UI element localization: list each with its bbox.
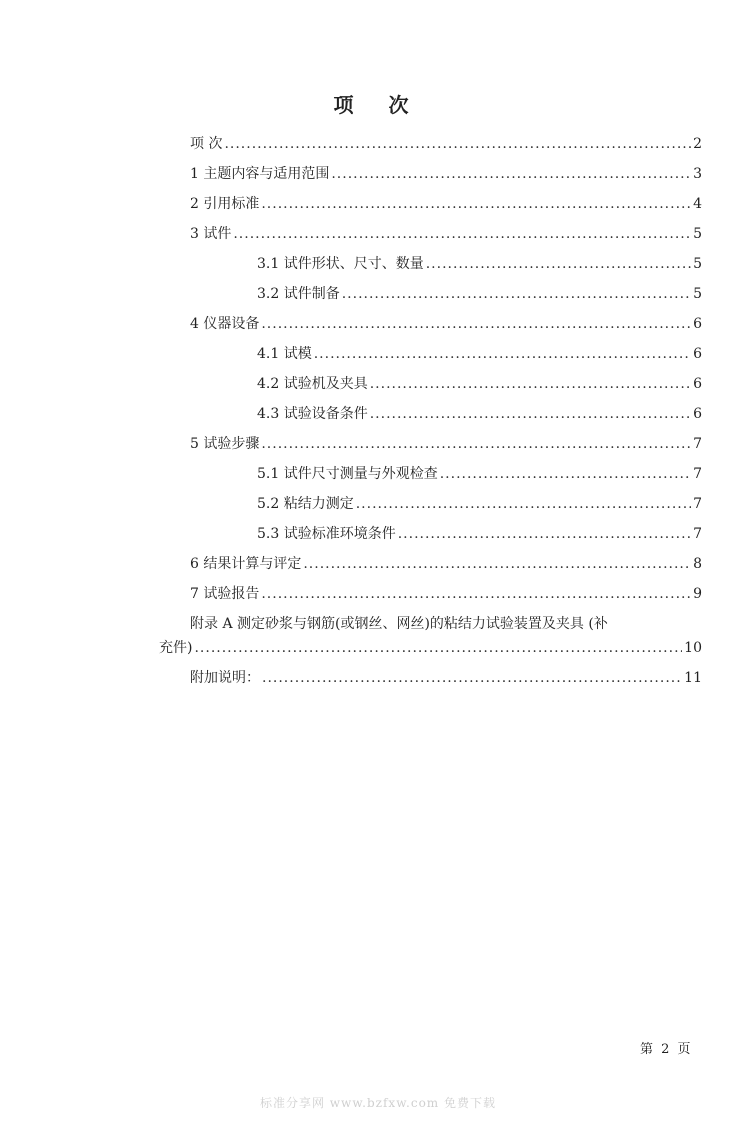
toc-page-number: 4 bbox=[693, 196, 702, 212]
toc-leader bbox=[342, 282, 691, 306]
toc-page-number: 6 bbox=[693, 406, 702, 422]
toc-page-number: 7 bbox=[693, 496, 702, 512]
toc-entry-3[interactable] bbox=[190, 222, 702, 246]
toc-entry-2[interactable] bbox=[190, 192, 702, 216]
toc-page-number: 5 bbox=[693, 286, 702, 302]
toc-page-number: 11 bbox=[684, 670, 702, 686]
toc-page-number: 2 bbox=[693, 136, 702, 152]
toc-leader bbox=[261, 582, 691, 606]
toc-entry-7[interactable] bbox=[190, 582, 702, 606]
toc-entry-label: 3 试件 bbox=[190, 226, 232, 242]
toc-page-number: 6 bbox=[693, 316, 702, 332]
toc-entry-label: 5.2 粘结力测定 bbox=[257, 496, 354, 512]
toc-entry-label: 3.2 试件制备 bbox=[257, 286, 340, 302]
toc-leader bbox=[303, 552, 691, 576]
toc-entry-3-2[interactable] bbox=[257, 282, 702, 306]
toc-page-number: 3 bbox=[693, 166, 702, 182]
toc-page-number: 6 bbox=[693, 376, 702, 392]
toc-entry-4-1[interactable] bbox=[257, 342, 702, 366]
toc-entry-label: 5.1 试件尺寸测量与外观检查 bbox=[257, 466, 438, 482]
toc-entry-additional-notes[interactable] bbox=[190, 666, 702, 690]
toc-leader bbox=[356, 492, 691, 516]
toc-entry-label: 3.1 试件形状、尺寸、数量 bbox=[257, 256, 424, 272]
toc-leader bbox=[331, 162, 691, 186]
toc-entry-label: 7 试验报告 bbox=[190, 586, 260, 602]
toc-entry-1[interactable] bbox=[190, 162, 702, 186]
toc-entry-label: 附录 A 测定砂浆与钢筋(或钢丝、网丝)的粘结力试验装置及夹具 (补 bbox=[190, 616, 608, 632]
toc-entry-contents[interactable] bbox=[190, 132, 702, 156]
page-number-footer: 第 2 页 bbox=[640, 1042, 693, 1057]
toc-entry-label: 5 试验步骤 bbox=[190, 436, 260, 452]
toc-entry-label: 6 结果计算与评定 bbox=[190, 556, 302, 572]
toc-entry-appendix-a-cont[interactable] bbox=[159, 636, 702, 660]
toc-entry-5[interactable] bbox=[190, 432, 702, 456]
toc-entry-label: 4.1 试模 bbox=[257, 346, 312, 362]
toc-entry-label: 充件) bbox=[159, 640, 193, 656]
toc-leader bbox=[262, 666, 682, 690]
toc-page-number: 7 bbox=[693, 526, 702, 542]
toc-leader bbox=[440, 462, 691, 486]
toc-page-number: 9 bbox=[693, 586, 702, 602]
toc-entry-4-3[interactable] bbox=[257, 402, 702, 426]
toc-leader bbox=[194, 636, 682, 660]
toc-leader bbox=[261, 312, 691, 336]
toc-entry-label: 1 主题内容与适用范围 bbox=[190, 166, 330, 182]
toc-entry-6[interactable] bbox=[190, 552, 702, 576]
toc-entry-label: 4.3 试验设备条件 bbox=[257, 406, 368, 422]
toc-entry-4[interactable] bbox=[190, 312, 702, 336]
toc-leader bbox=[224, 132, 691, 156]
toc-entry-3-1[interactable] bbox=[257, 252, 702, 276]
toc-leader bbox=[233, 222, 691, 246]
toc-page-number: 5 bbox=[693, 256, 702, 272]
toc-leader bbox=[314, 342, 691, 366]
page-title: 项 次 bbox=[333, 93, 423, 117]
toc-page-number: 7 bbox=[693, 436, 702, 452]
toc-entry-appendix-a[interactable] bbox=[190, 612, 750, 636]
toc-leader bbox=[261, 432, 691, 456]
toc-leader bbox=[370, 372, 691, 396]
toc-entry-label: 4.2 试验机及夹具 bbox=[257, 376, 368, 392]
toc-leader bbox=[398, 522, 691, 546]
toc-page-number: 5 bbox=[693, 226, 702, 242]
toc-leader bbox=[426, 252, 691, 276]
toc-entry-label: 项 次 bbox=[190, 136, 223, 152]
toc-page-number: 6 bbox=[693, 346, 702, 362]
toc-entry-5-2[interactable] bbox=[257, 492, 702, 516]
toc-entry-4-2[interactable] bbox=[257, 372, 702, 396]
toc-entry-label: 4 仪器设备 bbox=[190, 316, 260, 332]
watermark: 标准分享网 www.bzfxw.com 免费下载 bbox=[259, 1096, 497, 1110]
toc-page-number: 10 bbox=[684, 640, 702, 656]
toc-page-number: 7 bbox=[693, 466, 702, 482]
toc-leader bbox=[261, 192, 691, 216]
toc-entry-label: 5.3 试验标准环境条件 bbox=[257, 526, 396, 542]
toc-page-number: 8 bbox=[693, 556, 702, 572]
toc-entry-label: 2 引用标准 bbox=[190, 196, 260, 212]
toc-entry-label: 附加说明： bbox=[190, 670, 260, 686]
toc-entry-5-3[interactable] bbox=[257, 522, 702, 546]
toc-entry-5-1[interactable] bbox=[257, 462, 702, 486]
toc-leader bbox=[370, 402, 691, 426]
